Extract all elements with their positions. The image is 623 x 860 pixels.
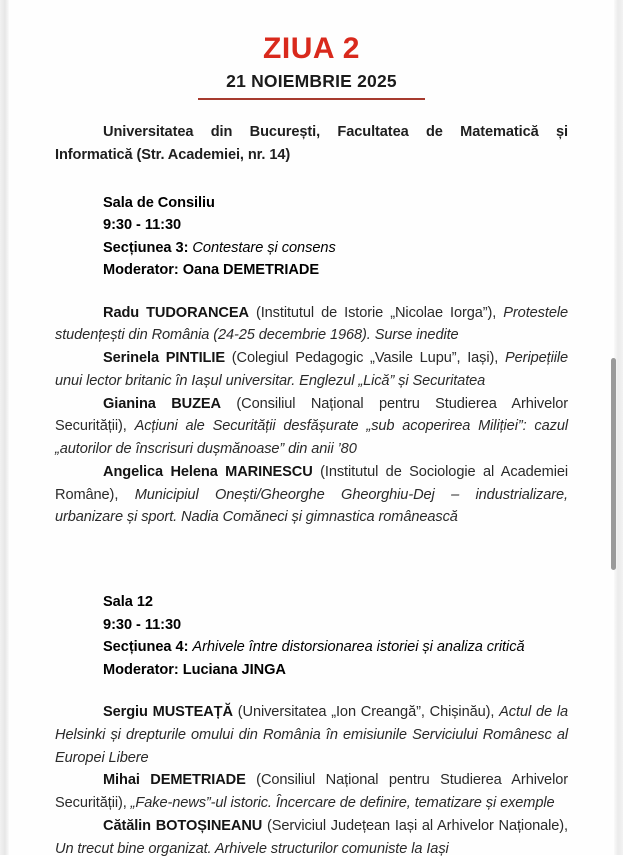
- session-time: 9:30 - 11:30: [103, 217, 182, 234]
- session-header: [55, 192, 568, 282]
- talk-entry: [55, 347, 568, 393]
- talk-affiliation: (Universitatea „Ion Creangă”, Chișinău),: [232, 704, 500, 721]
- talk-affiliation: (Institutul de Sociologie al Academiei Române),: [55, 463, 568, 503]
- talk-list: [55, 302, 568, 530]
- talk-affiliation: (Consiliul Național pentru Studierea Arhivelor Securității),: [55, 395, 569, 435]
- session-section-line: [103, 636, 568, 658]
- talk-paper-title: Protestele studențești din România (24-25 decembrie 1968). Surse inedite: [55, 304, 568, 344]
- talk-affiliation: (Consiliul Național pentru Studierea Arhivelor Securității),: [55, 772, 568, 812]
- session-section-title: Arhivele între distorsionarea istoriei și analiza critică: [192, 639, 525, 656]
- talk-entry: [55, 461, 568, 529]
- scrollbar-thumb[interactable]: [611, 358, 616, 570]
- title-block: [9, 0, 614, 100]
- talk-speaker: Serinela PINTILIE: [103, 350, 225, 367]
- session-section-title: Contestare și consens: [192, 239, 336, 256]
- talk-speaker: Gianina BUZEA: [103, 395, 221, 412]
- talk-speaker: Sergiu MUSTEAȚĂ: [103, 704, 233, 721]
- page-sheet: [9, 0, 614, 855]
- event-date: 21 NOIEMBRIE 2025: [226, 70, 397, 91]
- talk-paper-title: „Fake-news”-ul istoric. Încercare de definire, tematizare și exemple: [130, 795, 555, 812]
- session-section-line: [103, 237, 568, 259]
- talk-entry: [55, 701, 568, 769]
- talk-affiliation: (Colegiul Pedagogic „Vasile Lupu”, Iași),: [224, 350, 506, 367]
- session-section-label: Secțiunea 4:: [103, 639, 189, 656]
- session-room: Sala de Consiliu: [103, 194, 215, 211]
- talk-paper-title: Municipiul Onești/Gheorghe Gheorghiu-Dej – industrializare, urbanizare și sport. Nadia Comăneci și gimnastica românească: [55, 486, 569, 526]
- talk-speaker: Radu TUDORANCEA: [103, 304, 249, 321]
- venue-line: Universitatea din București, Facultatea de Matematică și Informatică (Str. Academiei, nr. 14): [55, 124, 568, 163]
- scrollbar-track[interactable]: [612, 0, 620, 855]
- session-section-label: Secțiunea 3: [103, 239, 184, 256]
- talk-paper-title: Un trecut bine organizat. Arhivele structurilor comuniste la Iași: [55, 840, 449, 857]
- session-moderator: Moderator: Oana DEMETRIADE: [103, 262, 320, 279]
- talk-entry: [55, 769, 568, 815]
- talk-paper-title: Peripețiile unui lector britanic în Iașul universitar. Englezul „Lică” și Securitatea: [55, 350, 569, 389]
- session-spacer: [55, 529, 568, 565]
- session-room: Sala 12: [103, 594, 153, 611]
- title-divider: [198, 98, 425, 101]
- talk-speaker: Mihai DEMETRIADE: [103, 772, 246, 789]
- talk-affiliation: (Serviciul Județean Iași al Arhivelor Naționale),: [262, 817, 568, 834]
- talk-entry: [55, 302, 568, 348]
- talk-list: [55, 701, 568, 860]
- session-time: 9:30 - 11:30: [103, 616, 182, 633]
- talk-entry: [55, 393, 568, 461]
- talk-affiliation: (Institutul de Istorie „Nicolae Iorga”),: [248, 304, 504, 321]
- talk-entry: [55, 815, 568, 860]
- talk-paper-title: Acțiuni ale Securității desfășurate „sub acoperirea Miliției”: cazul „autorilor de înscrisuri dușmănoase” din anii ’80: [55, 418, 568, 458]
- talk-paper-title: Actul de la Helsinki și drepturile omului din România în emisiunile Serviciului Românesc al Europei Libere: [55, 704, 568, 766]
- talk-speaker: Angelica Helena MARINESCU: [103, 463, 313, 480]
- page-edge-left: [0, 0, 9, 855]
- content-column: [55, 121, 568, 860]
- session-header: [55, 591, 568, 681]
- document-body: [9, 0, 614, 860]
- page-title: ZIUA 2: [263, 32, 360, 65]
- session-moderator: Moderator: Luciana JINGA: [103, 661, 286, 678]
- talk-speaker: Cătălin BOTOȘINEANU: [103, 817, 263, 834]
- session-section-separator: :: [183, 239, 193, 256]
